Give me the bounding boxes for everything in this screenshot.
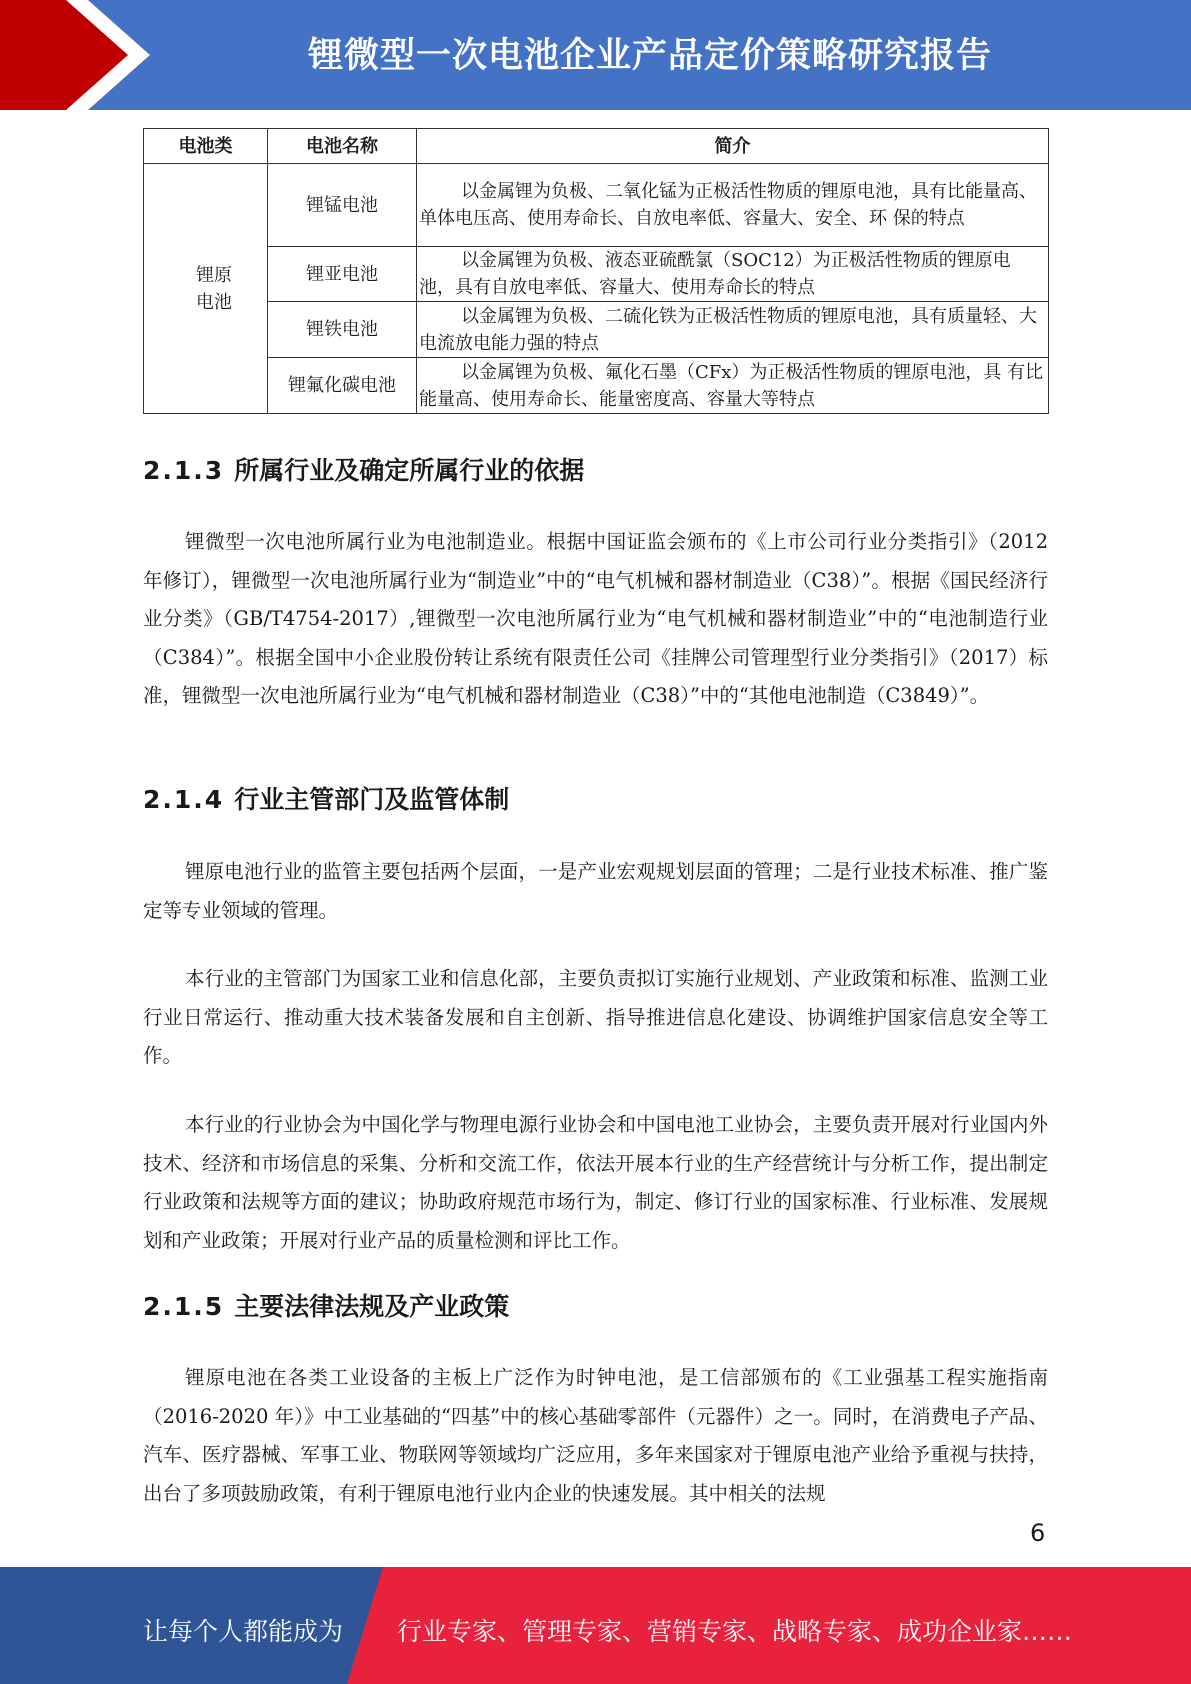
footer-slogan-left: 让每个人都能成为 <box>143 1617 344 1646</box>
table-header-row <box>144 129 1049 164</box>
battery-description-cell: 以金属锂为负极、液态亚硫酰氯（SOC12）为正极活性物质的锂原电 池，具有自放电率低、容量大、使用寿命长的特点 <box>417 247 1049 302</box>
battery-name-cell: 锂锰电池 <box>268 164 417 247</box>
section-heading-2-1-5 <box>143 1287 509 1323</box>
table-header-description: 简介 <box>417 129 1049 164</box>
battery-category-cell: 锂原电池 <box>144 164 268 414</box>
battery-name-cell: 锂亚电池 <box>268 247 417 302</box>
section-title: 行业主管部门及监管体制 <box>234 785 510 814</box>
table-row <box>144 247 1049 302</box>
paragraph: 本行业的行业协会为中国化学与物理电源行业协会和中国电池工业协会，主要负责开展对行业国内外技术、经济和市场信息的采集、分析和交流工作，依法开展本行业的生产经营统计与分析工作，提出制定行业政策和法规等方面的建议；协助政府规范市场行为，制定、修订行业的国家标准、行业标准、发展规划和产业政策；开展对行业产品的质量检测和评比工作。 <box>143 1113 1048 1252</box>
section-number: 2.1.3 <box>143 456 225 485</box>
table-header-name: 电池名称 <box>268 129 417 164</box>
header-banner <box>0 0 1191 110</box>
page-number: 6 <box>1030 1519 1046 1547</box>
table-header-category: 电池类 <box>144 129 268 164</box>
battery-description-cell: 以金属锂为负极、二硫化铁为正极活性物质的锂原电池，具有质量轻、大电流放电能力强的特点 <box>417 302 1049 358</box>
paragraph: 锂原电池在各类工业设备的主板上广泛作为时钟电池，是工信部颁布的《工业强基工程实施指南（2016-2020 年）》中工业基础的“四基”中的核心基础零部件（元器件）之一。同时，在消费电子产品、汽车、医疗器械、军事工业、物联网等领域均广泛应用，多年来国家对于锂原电池产业给予重视与扶持，出台了多项鼓励政策，有利于锂原电池行业内企业的快速发展。其中相关的法规 <box>143 1366 1048 1505</box>
battery-description-cell: 以金属锂为负极、氟化石墨（CFx）为正极活性物质的锂原电池，具 有比能量高、使用寿命长、能量密度高、容量大等特点 <box>417 358 1049 414</box>
table-row <box>144 358 1049 414</box>
footer-slogan-right: 行业专家、管理专家、营销专家、战略专家、成功企业家…… <box>397 1617 1073 1646</box>
section-heading-2-1-3 <box>143 451 584 487</box>
paragraph: 锂原电池行业的监管主要包括两个层面，一是产业宏观规划层面的管理；二是行业技术标准、推广鉴定等专业领域的管理。 <box>143 860 1048 922</box>
paragraph: 本行业的主管部门为国家工业和信息化部，主要负责拟订实施行业规划、产业政策和标准、监测工业行业日常运行、推动重大技术装备发展和自主创新、指导推进信息化建设、协调维护国家信息安全等工作。 <box>143 967 1048 1067</box>
section-number: 2.1.4 <box>143 785 225 814</box>
section-title: 所属行业及确定所属行业的依据 <box>234 456 585 485</box>
battery-name-cell: 锂氟化碳电池 <box>268 358 417 414</box>
table-row <box>144 164 1049 247</box>
table-row <box>144 302 1049 358</box>
battery-type-table <box>143 128 1049 414</box>
battery-description-cell: 以金属锂为负极、二氧化锰为正极活性物质的锂原电池，具有比能量高、单体电压高、使用寿命长、自放电率低、容量大、安全、环 保的特点 <box>417 164 1049 247</box>
report-title: 锂微型一次电池企业产品定价策略研究报告 <box>307 36 992 76</box>
paragraph: 锂微型一次电池所属行业为电池制造业。根据中国证监会颁布的《上市公司行业分类指引》（2012 年修订），锂微型一次电池所属行业为“制造业”中的“电气机械和器材制造业（C38）”。根据《国民经济行业分类》（GB/T4754-2017）,锂微型一次电池所属行业为“电气机械和器材制造业”中的“电池制造行业（C384）”。根据全国中小企业股份转让系统有限责任公司《挂牌公司管理型行业分类指引》（2017）标准，锂微型一次电池所属行业为“电气机械和器材制造业（C38）”中的“其他电池制造（C3849）”。 <box>143 530 1048 707</box>
section-heading-2-1-4 <box>143 780 509 816</box>
section-number: 2.1.5 <box>143 1292 225 1321</box>
battery-name-cell: 锂铁电池 <box>268 302 417 358</box>
footer-banner <box>0 1567 1191 1684</box>
section-title: 主要法律法规及产业政策 <box>234 1292 510 1321</box>
